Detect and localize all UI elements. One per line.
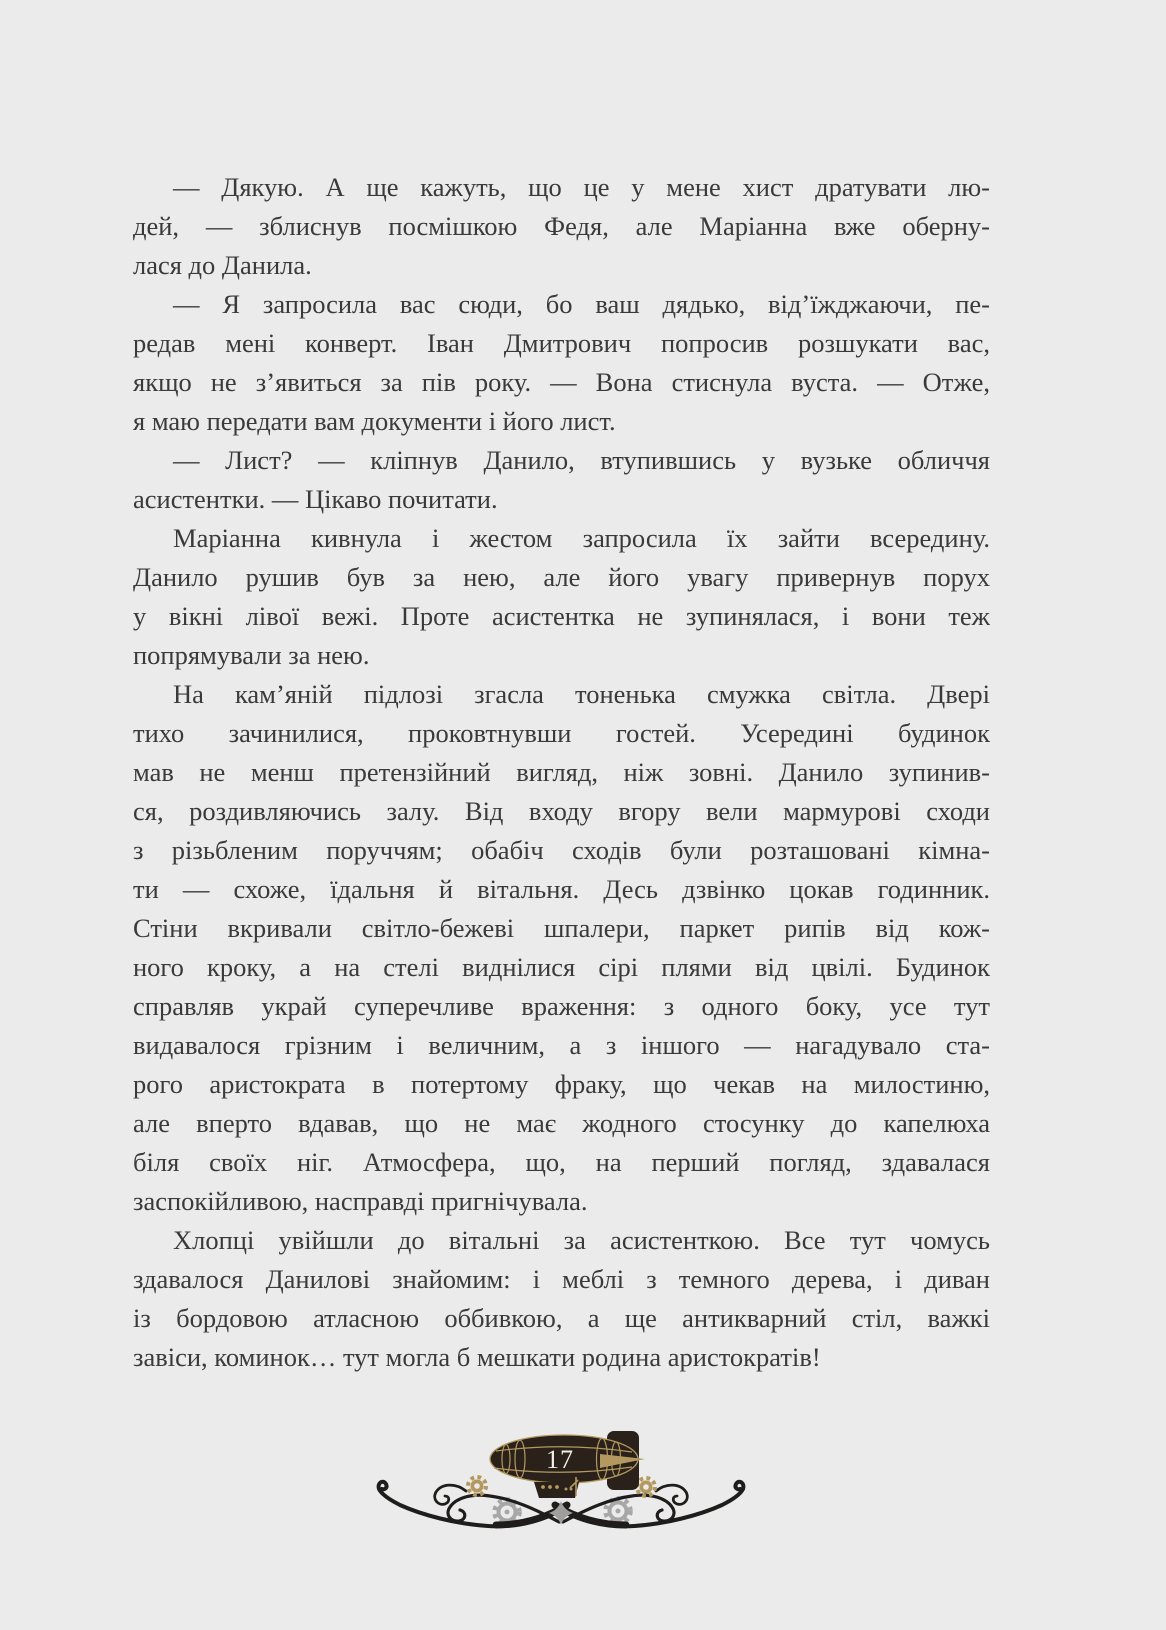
text-line: завіси, коминок… тут могла б мешкати родина аристократів! — [133, 1342, 821, 1372]
paragraph — [133, 675, 990, 1221]
page-number: 17 — [546, 1445, 574, 1474]
text-line: мав не менш претензійний вигляд, ніж зовні. Данило зупинив- — [133, 757, 990, 787]
text-line: Данило рушив був за нею, але його увагу привернув порух — [133, 562, 990, 592]
text-line: ся, роздивляючись залу. Від входу вгору вели мармурові сходи — [133, 796, 990, 826]
text-line: асистентки. — Цікаво почитати. — [133, 484, 498, 514]
text-line: На кам’яній підлозі згасла тоненька смужка світла. Двері — [173, 679, 990, 709]
text-line: дей, — зблиснув посмішкою Федя, але Маріанна вже оберну- — [133, 211, 990, 241]
paragraph — [133, 285, 990, 441]
text-line: ти — схоже, їдальня й вітальня. Десь дзвінко цокав годинник. — [133, 874, 990, 904]
paragraph — [133, 1221, 990, 1377]
text-line: — Дякую. А ще кажуть, що це у мене хист дратувати лю- — [173, 172, 990, 202]
text-line: Хлопці увійшли до вітальні за асистенткою. Все тут чомусь — [173, 1225, 990, 1255]
text-line: справляв украй суперечливе враження: з одного боку, усе тут — [133, 991, 990, 1021]
text-line: рого аристократа в потертому фраку, що чекав на милостиню, — [133, 1069, 990, 1099]
text-line: але вперто вдавав, що не має жодного стосунку до капелюха — [133, 1108, 990, 1138]
text-line: Маріанна кивнула і жестом запросила їх зайти всередину. — [173, 523, 990, 553]
text-line: із бордовою атласною оббивкою, а ще антикварний стіл, важкі — [133, 1303, 990, 1333]
text-block — [133, 168, 990, 1377]
text-line: лася до Данила. — [133, 250, 312, 280]
text-line: ного кроку, а на стелі виднілися сірі плями від цвілі. Будинок — [133, 952, 990, 982]
gear-icon — [468, 1477, 486, 1495]
text-line: з різьбленим поруччям; обабіч сходів були розташовані кімна- — [133, 835, 990, 865]
text-line: Стіни вкривали світло-бежеві шпалери, паркет рипів від кож- — [133, 913, 990, 943]
paragraph — [133, 519, 990, 675]
text-line: видавалося грізним і величним, а з іншого — нагадувало ста- — [133, 1030, 990, 1060]
paragraph — [133, 168, 990, 285]
text-line: заспокійливою, насправді пригнічувала. — [133, 1186, 588, 1216]
text-line: у вікні лівої вежі. Проте асистентка не зупинялася, і вони теж — [133, 601, 990, 631]
text-line: тихо зачинилися, проковтнувши гостей. Усередині будинок — [133, 718, 990, 748]
airship-icon — [490, 1431, 645, 1498]
text-line: — Я запросила вас сюди, бо ваш дядько, від’їжджаючи, пе- — [173, 289, 990, 319]
text-line: — Лист? — кліпнув Данило, втупившись у вузьке обличчя — [173, 445, 990, 475]
text-line: попрямували за нею. — [133, 640, 370, 670]
text-line: редав мені конверт. Іван Дмитрович попросив розшукати вас, — [133, 328, 990, 358]
text-line: якщо не з’явиться за пів року. — Вона стиснула вуста. — Отже, — [133, 367, 990, 397]
text-line: здавалося Данилові знайомим: і меблі з темного дерева, і диван — [133, 1264, 990, 1294]
footer-ornament — [370, 1423, 752, 1541]
text-line: біля своїх ніг. Атмосфера, що, на перший погляд, здавалася — [133, 1147, 990, 1177]
paragraph — [133, 441, 990, 519]
text-line: я маю передати вам документи і його лист. — [133, 406, 616, 436]
gear-icon — [637, 1478, 655, 1496]
